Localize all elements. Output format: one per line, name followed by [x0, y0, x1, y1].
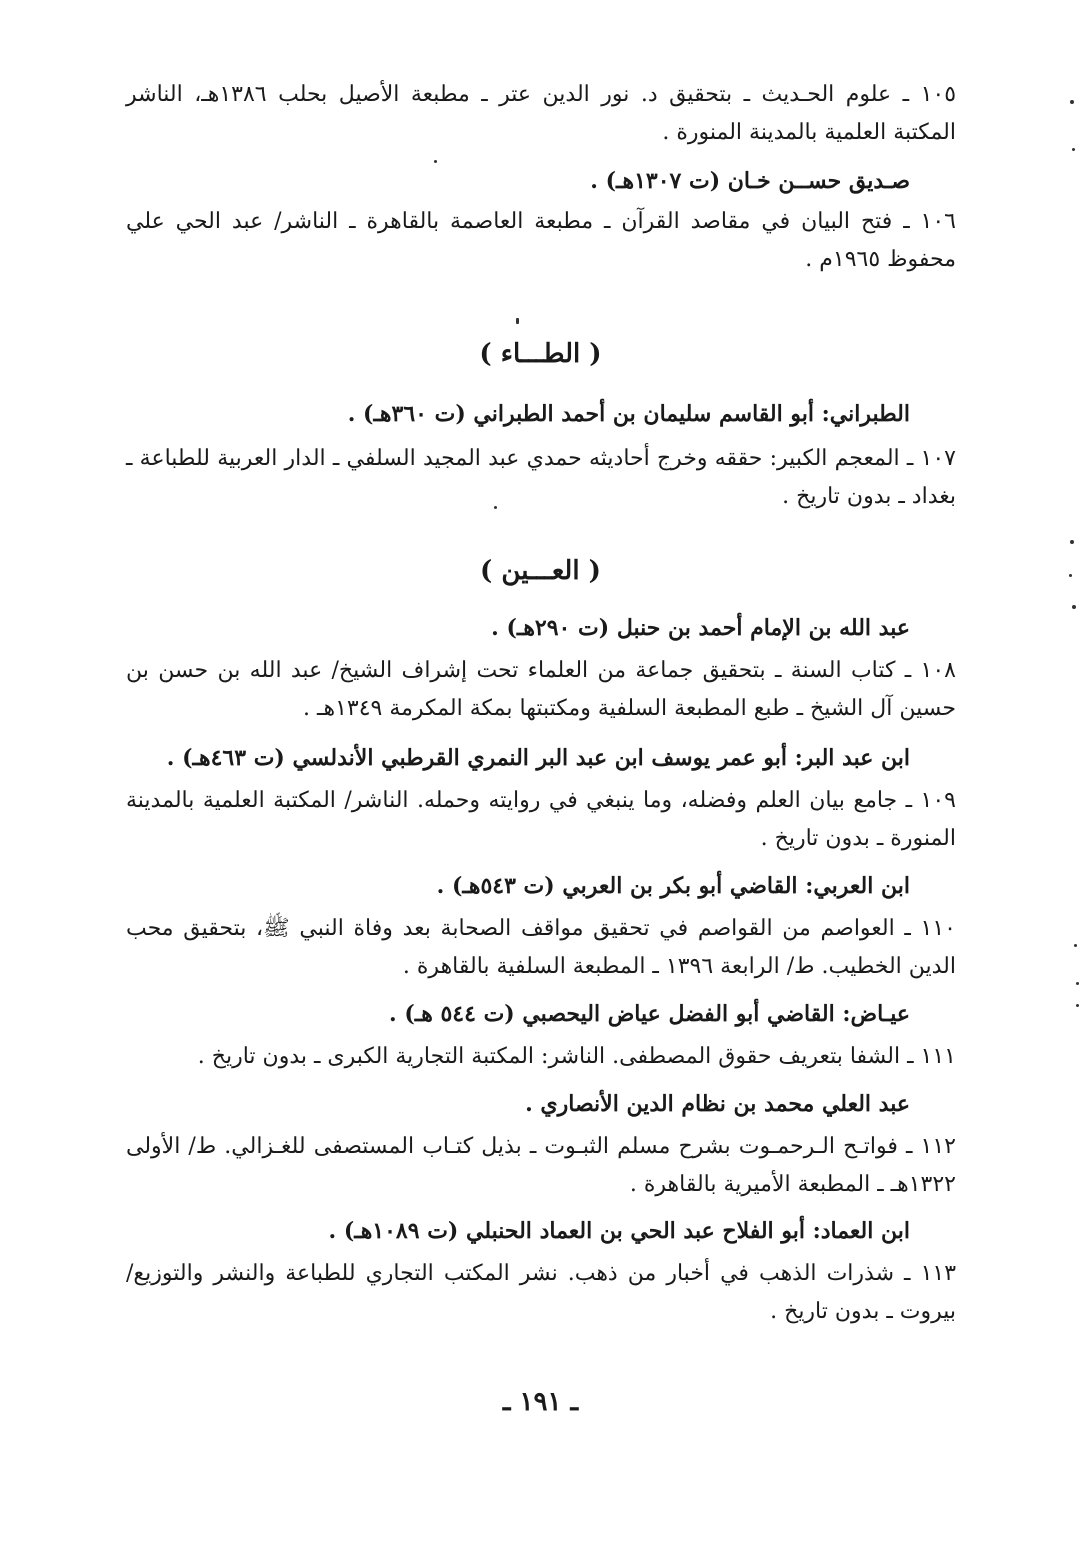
entry-106: ١٠٦ ـ فتح البيان في مقاصد القرآن ـ مطبعة العاصمة بالقاهرة ـ الناشر/ عبد الحي علي محفوظ ١٩٦٥م .: [126, 209, 956, 272]
scan-speck: [1070, 100, 1074, 104]
scan-speck: [516, 318, 519, 324]
section-heading-ayn: ( العـــين ): [480, 556, 601, 586]
author-siddiq-hasan-khan: صـديق حســن خـان (ت ١٣٠٧هـ) .: [590, 168, 910, 194]
scan-speck: [1070, 540, 1074, 544]
scan-speck: [1076, 982, 1079, 985]
entry-110: ١١٠ ـ العواصم من القواصم في تحقيق مواقف الصحابة بعد وفاة النبي ﷺ، بتحقيق محب الدين الخطيب. ط/ الرابعة ١٣٩٦ ـ المطبعة السلفية بالقاهرة .: [126, 916, 956, 979]
entry-111: ١١١ ـ الشفا بتعريف حقوق المصطفى. الناشر: المكتبة التجارية الكبرى ـ بدون تاريخ .: [197, 1044, 956, 1069]
scan-speck: [1072, 148, 1075, 151]
scan-speck: [434, 160, 437, 163]
author-abdullah-ibn-hanbal: عبد الله بن الإمام أحمد بن حنبل (ت ٢٩٠هـ) .: [491, 615, 910, 641]
scan-speck: [1072, 605, 1076, 609]
author-abd-al-ali: عبد العلي محمد بن نظام الدين الأنصاري .: [525, 1091, 910, 1117]
entry-109: ١٠٩ ـ جامع بيان العلم وفضله، وما ينبغي في روايته وحمله. الناشر/ المكتبة العلمية بالمدينة المنورة ـ بدون تاريخ .: [126, 788, 956, 851]
entry-107: ١٠٧ ـ المعجم الكبير: حققه وخرج أحاديثه حمدي عبد المجيد السلفي ـ الدار العربية للطباعة ـ بغداد ـ بدون تاريخ .: [126, 446, 956, 509]
author-ibn-al-imad: ابن العماد: أبو الفلاح عبد الحي بن العماد الحنبلي (ت ١٠٨٩هـ) .: [328, 1218, 910, 1244]
section-heading-taa: ( الطـــاء ): [479, 339, 602, 369]
author-iyad: عيـاض: القاضي أبو الفضل عياض اليحصبي (ت ٥٤٤ هـ) .: [389, 1001, 910, 1027]
scan-speck: [1069, 574, 1072, 577]
entry-113: ١١٣ ـ شذرات الذهب في أخبار من ذهب. نشر المكتب التجاري للطباعة والنشر والتوزيع/ بيروت ـ بدون تاريخ .: [126, 1261, 957, 1324]
scan-speck: [1076, 1004, 1079, 1007]
entry-105: ١٠٥ ـ علوم الحـديث ـ بتحقيق د. نور الدين عتر ـ مطبعة الأصيل بحلب ١٣٨٦هـ، الناشر المكتبة العلمية بالمدينة المنورة .: [126, 82, 957, 145]
page-number: ـ ١٩١ ـ: [502, 1387, 579, 1417]
scan-speck: [494, 506, 497, 509]
author-ibn-al-arabi: ابن العربي: القاضي أبو بكر بن العربي (ت ٥٤٣هـ) .: [436, 873, 910, 899]
entry-108: ١٠٨ ـ كتاب السنة ـ بتحقيق جماعة من العلماء تحت إشراف الشيخ/ عبد الله بن حسن بن حسين آل الشيخ ـ طبع المطبعة السلفية ومكتبتها بمكة المكرمة ١٣٤٩هـ .: [126, 658, 956, 721]
author-tabarani: الطبراني: أبو القاسم سليمان بن أحمد الطبراني (ت ٣٦٠هـ) .: [347, 401, 910, 427]
author-ibn-abd-al-barr: ابن عبد البر: أبو عمر يوسف ابن عبد البر النمري القرطبي الأندلسي (ت ٤٦٣هـ) .: [166, 745, 910, 771]
entry-112: ١١٢ ـ فواتـح الـرحمـوت بشرح مسلم الثبـوت ـ بذيل كتـاب المستصفى للغـزالي. ط/ الأولى ١٣٢٢هـ ـ المطبعة الأميرية بالقاهرة .: [126, 1134, 956, 1197]
scan-speck: [1074, 944, 1077, 947]
